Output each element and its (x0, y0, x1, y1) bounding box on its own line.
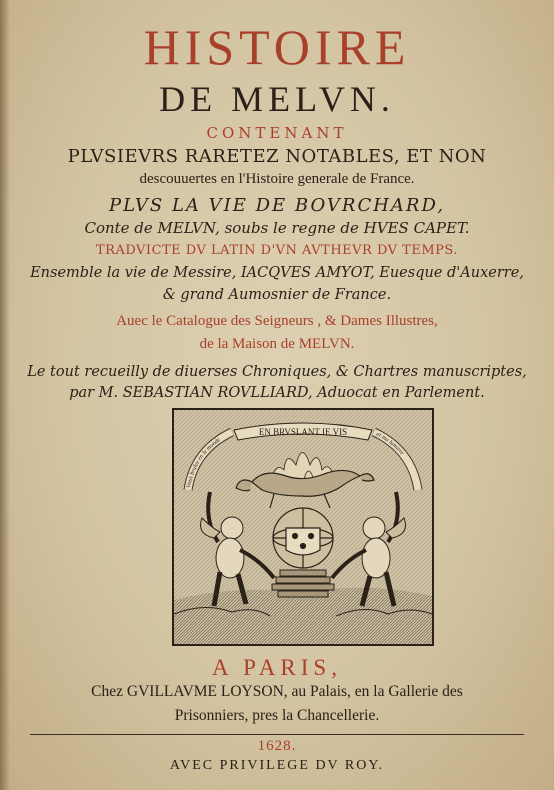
subtitle-line-1: PLVSIEVRS RARETEZ NOTABLES, ET NON (67, 146, 487, 167)
printers-device-engraving (172, 408, 434, 646)
subtitle-line-8: Auec le Catalogue des Seigneurs , & Dames Illustres, (116, 313, 438, 329)
woodpile (272, 570, 334, 597)
imprint-publisher-line-1: Chez GVILLAVME LOYSON, au Palais, en la Gallerie des (91, 683, 463, 700)
imprint-year: 1628. (257, 738, 297, 754)
imprint-publisher-line-2: Prisonniers, pres la Chancellerie. (174, 707, 380, 724)
left-ribbon-text: Vous brulez en le monde (186, 437, 222, 489)
imprint-city: A PARIS, (212, 655, 342, 680)
subtitle-line-6: Ensemble la vie de Messire, IACQVES AMYOT, Euesque d'Auxerre, (30, 265, 524, 281)
globe (273, 508, 333, 568)
subtitle-contenant: CONTENANT (206, 124, 348, 142)
imprint-privilege: AVEC PRIVILEGE DV ROY. (169, 758, 385, 773)
engraving-illustration (174, 410, 432, 644)
subtitle-line-9: de la Maison de MELVN. (199, 336, 355, 352)
subtitle-line-7: & grand Aumosnier de France. (162, 287, 392, 303)
subtitle-line-10: Le tout recueilly de diuerses Chroniques, & Chartres manuscriptes, (27, 364, 527, 380)
subtitle-line-3: PLVS LA VIE DE BOVRCHARD, (108, 195, 445, 216)
banner-motto: EN BRVSLANT IE VIS (258, 427, 348, 437)
right-ribbon-text: et ma lumiere (375, 431, 405, 457)
title-line-2: DE MELVN. (159, 79, 395, 119)
subtitle-line-5: TRADVICTE DV LATIN D'VN AVTHEVR DV TEMPS. (96, 243, 458, 258)
imprint-rule (30, 734, 524, 735)
subtitle-line-4: Conte de MELVN, soubs le regne de HVES CAPET. (84, 219, 470, 237)
subtitle-line-11: par M. SEBASTIAN ROVLLIARD, Aduocat en Parlement. (69, 385, 485, 401)
subtitle-line-2: descouuertes en l'Histoire generale de France. (139, 171, 415, 187)
title-line-1: HISTOIRE (143, 19, 411, 75)
